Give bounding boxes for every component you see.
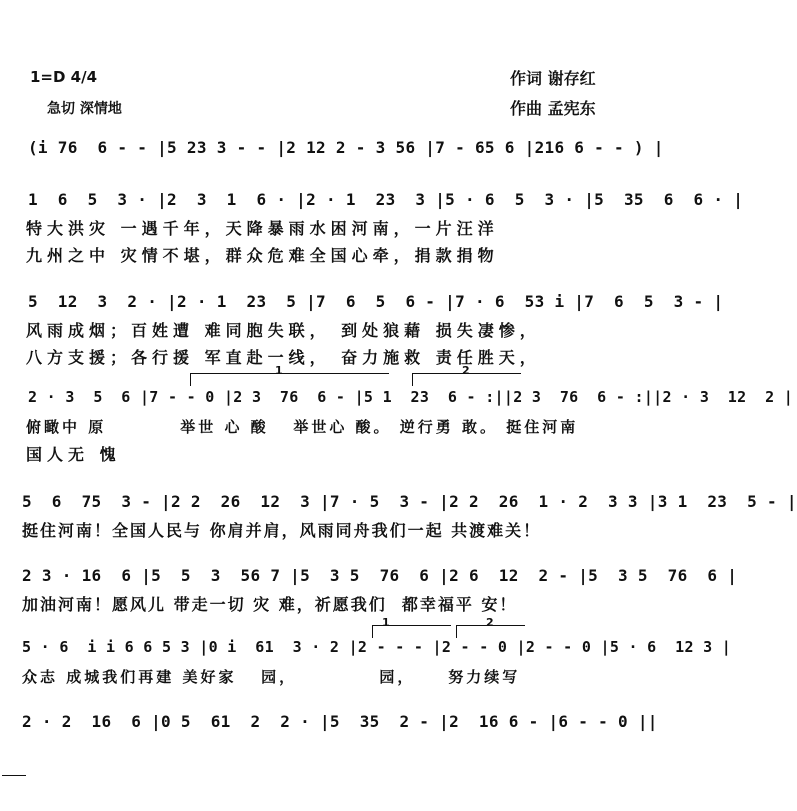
volta-number: 1 (275, 364, 283, 377)
volta-number: 1 (382, 616, 390, 629)
margin-mark (2, 775, 26, 776)
volta-number: 2 (462, 364, 470, 377)
volta-bracket (190, 373, 389, 386)
notation-row-6: 5 · 6 i i 6 6 5 3 |0 i 61 3 · 2 |2 - - - |2 - - 0 |2 - - 0 |5 · 6 12 3 | (22, 638, 732, 656)
notation-row-1: 1 6 5 3 · |2 3 1 6 · |2 · 1 23 3 |5 · 6 5 3 · |5 35 6 6 · | (28, 190, 744, 209)
notation-row-7: 2 · 2 16 6 |0 5 61 2 2 · |5 35 2 - |2 16 6 - |6 - - 0 || (22, 712, 658, 731)
key-time-signature: 1=D 4/4 (30, 68, 98, 86)
lyric-verse-2: 九州之中 灾情不堪，群众危难全国心牵，捐款捐物 (26, 246, 499, 265)
lyric-verse-1: 俯瞰中 原 举世 心 酸 举世心 酸。 逆行勇 敢。 挺住河南 (26, 418, 579, 436)
notation-row-intro: (i 76 6 - - |5 23 3 - - |2 12 2 - 3 56 |7 - 65 6 |216 6 - - ) | (28, 138, 664, 157)
volta-number: 2 (486, 616, 494, 629)
tempo-expression: 急切 深情地 (47, 101, 122, 117)
notation-row-3: 2 · 3 5 6 |7 - - 0 |2 3 76 6 - |5 1 23 6 - :||2 3 76 6 - :||2 · 3 12 2 | (28, 388, 794, 406)
lyric-verse-2: 国人无 愧 (26, 445, 121, 464)
notation-row-2: 5 12 3 2 · |2 · 1 23 5 |7 6 5 6 - |7 · 6 53 i |7 6 5 3 - | (28, 292, 724, 311)
lyric-chorus-3: 众志 成城我们再建 美好家 园， 园， 努力续写 (22, 668, 521, 686)
composer-credit: 作曲 孟宪东 (510, 99, 596, 118)
lyric-chorus-1: 挺住河南！全国人民与 你肩并肩，风雨同舟我们一起 共渡难关！ (22, 521, 542, 540)
lyric-verse-1: 风雨成烟；百姓遭 难同胞失联， 到处狼藉 损失凄惨， (26, 321, 541, 340)
notation-row-4: 5 6 75 3 - |2 2 26 12 3 |7 · 5 3 - |2 2 26 1 · 2 3 3 |3 1 23 5 - | (22, 492, 797, 511)
lyric-chorus-2: 加油河南！愿风儿 带走一切 灾 难，祈愿我们 都幸福平 安！ (22, 595, 518, 614)
notation-row-5: 2 3 · 16 6 |5 5 3 56 7 |5 3 5 76 6 |2 6 12 2 - |5 3 5 76 6 | (22, 566, 738, 585)
lyricist-credit: 作词 谢存红 (510, 69, 596, 88)
lyric-verse-2: 八方支援；各行援 军直赴一线， 奋力施救 责任胜天， (26, 348, 541, 367)
lyric-verse-1: 特大洪灾 一遇千年，天降暴雨水困河南，一片汪洋 (26, 219, 499, 238)
